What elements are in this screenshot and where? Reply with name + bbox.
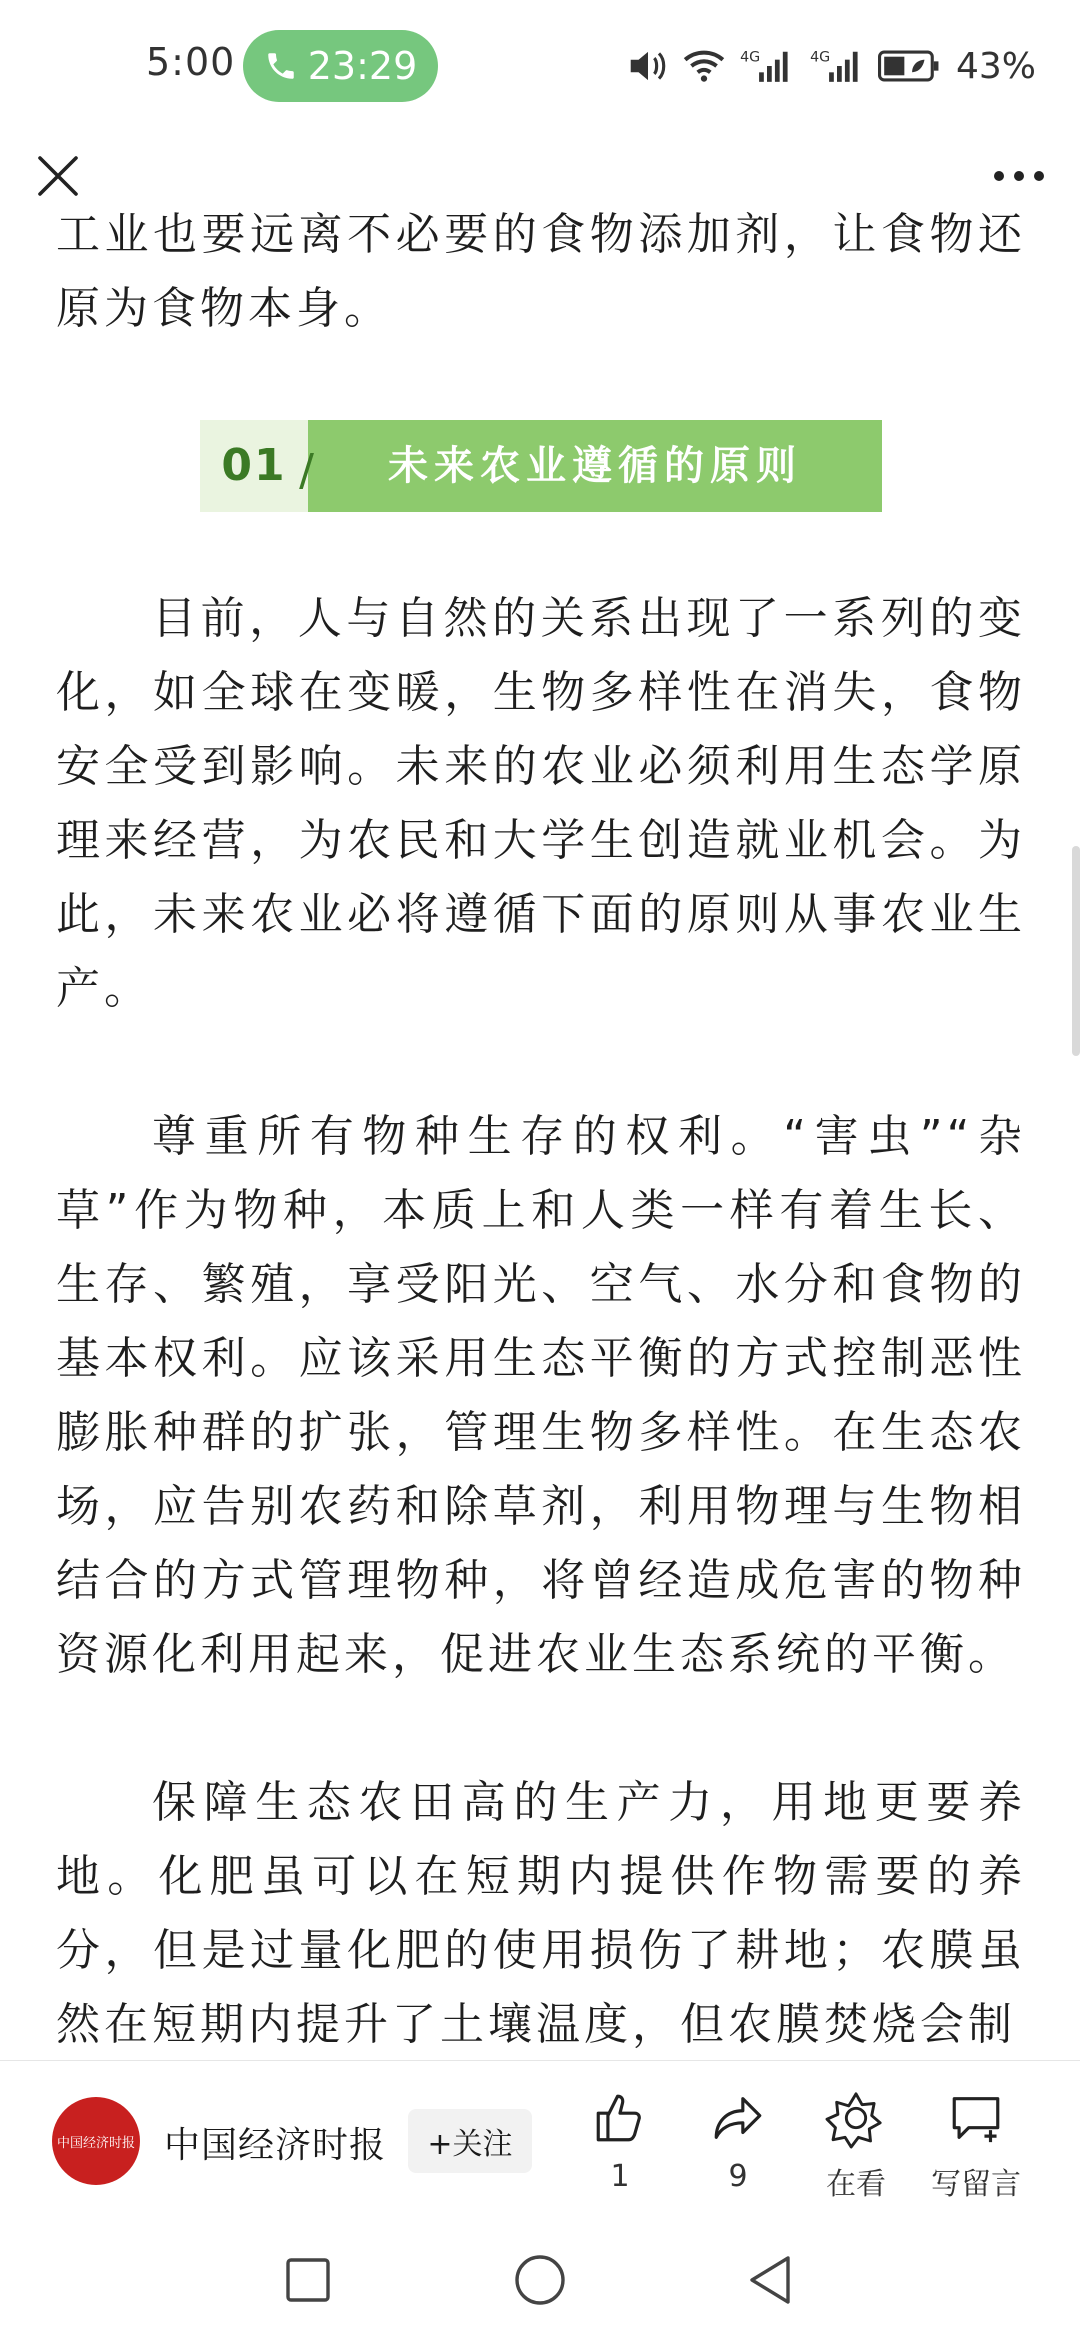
mute-icon — [626, 47, 670, 85]
section-heading — [56, 420, 1026, 512]
more-button[interactable] — [984, 146, 1054, 206]
phone-icon — [264, 49, 298, 83]
home-button[interactable] — [510, 2250, 570, 2310]
bottom-action-bar — [0, 2060, 1080, 2221]
back-button[interactable] — [740, 2250, 800, 2310]
account-logo[interactable] — [52, 2097, 140, 2185]
section-number: 01 / — [200, 420, 308, 512]
recent-apps-button[interactable] — [278, 2250, 338, 2310]
logo-text: 中国经济时报 — [56, 2135, 135, 2151]
comment-icon — [947, 2089, 1005, 2147]
signal-4g-icon — [738, 47, 796, 85]
close-button[interactable] — [28, 146, 88, 206]
watching-label: 在看 — [826, 2167, 886, 2202]
svg-text:4G: 4G — [810, 49, 831, 66]
more-icon — [992, 169, 1046, 183]
article-paragraph-3: 保障生态农田高的生产力，用地更要养地。化肥虽可以在短期内提供作物需要的养分，但是过量化肥的使用损伤了耕地；农膜虽然在短期内提升了土壤温度，但农膜焚烧会制 — [56, 1777, 1026, 2050]
share-icon — [709, 2089, 767, 2147]
article-content[interactable] — [0, 209, 1080, 2058]
article-paragraph-top: 工业也要远离不必要的食物添加剂，让食物还原为食物本身。 — [56, 209, 1026, 334]
comment-button[interactable] — [916, 2089, 1036, 2209]
circle-icon — [514, 2254, 566, 2306]
like-button[interactable] — [560, 2089, 680, 2209]
article-body — [56, 198, 1026, 2136]
article-paragraph-2: 尊重所有物种生存的权利。“害虫”“杂草”作为物种，本质上和人类一样有着生长、生存、繁殖，享受阳光、空气、水分和食物的基本权利。应该采用生态平衡的方式控制恶性膨胀种群的扩张，管理生物多样性。在生态农场，应告别农药和除草剂，利用物理与生物相结合的方式管理物种，将曾经造成危害的物种资源化利用起来，促进农业生态系统的平衡。 — [56, 1111, 1026, 1680]
status-time: 5:00 — [146, 40, 236, 84]
call-timer-pill[interactable] — [243, 30, 438, 102]
close-icon — [36, 154, 80, 198]
call-timer: 23:29 — [307, 44, 418, 88]
share-count: 9 — [728, 2159, 748, 2194]
section-slash: / — [299, 445, 316, 496]
wifi-icon — [682, 47, 726, 85]
section-title: 未来农业遵循的原则 — [308, 420, 882, 512]
thumbs-up-icon — [591, 2089, 649, 2147]
watching-button[interactable] — [796, 2089, 916, 2209]
scrollbar[interactable] — [1072, 846, 1080, 1056]
battery-percent: 43% — [955, 45, 1036, 87]
svg-text:4G: 4G — [740, 49, 761, 66]
follow-button[interactable]: +关注 — [408, 2109, 532, 2173]
like-count: 1 — [610, 2159, 630, 2194]
watching-icon — [827, 2089, 885, 2147]
status-icons — [626, 44, 1036, 88]
battery-icon — [878, 47, 940, 85]
status-bar — [0, 0, 1080, 130]
account-name[interactable]: 中国经济时报 — [164, 2125, 387, 2166]
signal-4g-icon — [808, 47, 866, 85]
share-button[interactable] — [678, 2089, 798, 2209]
system-nav-bar — [0, 2220, 1080, 2340]
triangle-back-icon — [746, 2254, 794, 2306]
article-paragraph-1: 目前，人与自然的关系出现了一系列的变化，如全球在变暖，生物多样性在消失，食物安全受到影响。未来的农业必须利用生态学原理来经营，为农民和大学生创造就业机会。为此，未来农业必将遵循下面的原则从事农业生产。 — [56, 593, 1026, 1014]
comment-label: 写留言 — [931, 2167, 1021, 2202]
square-icon — [285, 2257, 331, 2303]
